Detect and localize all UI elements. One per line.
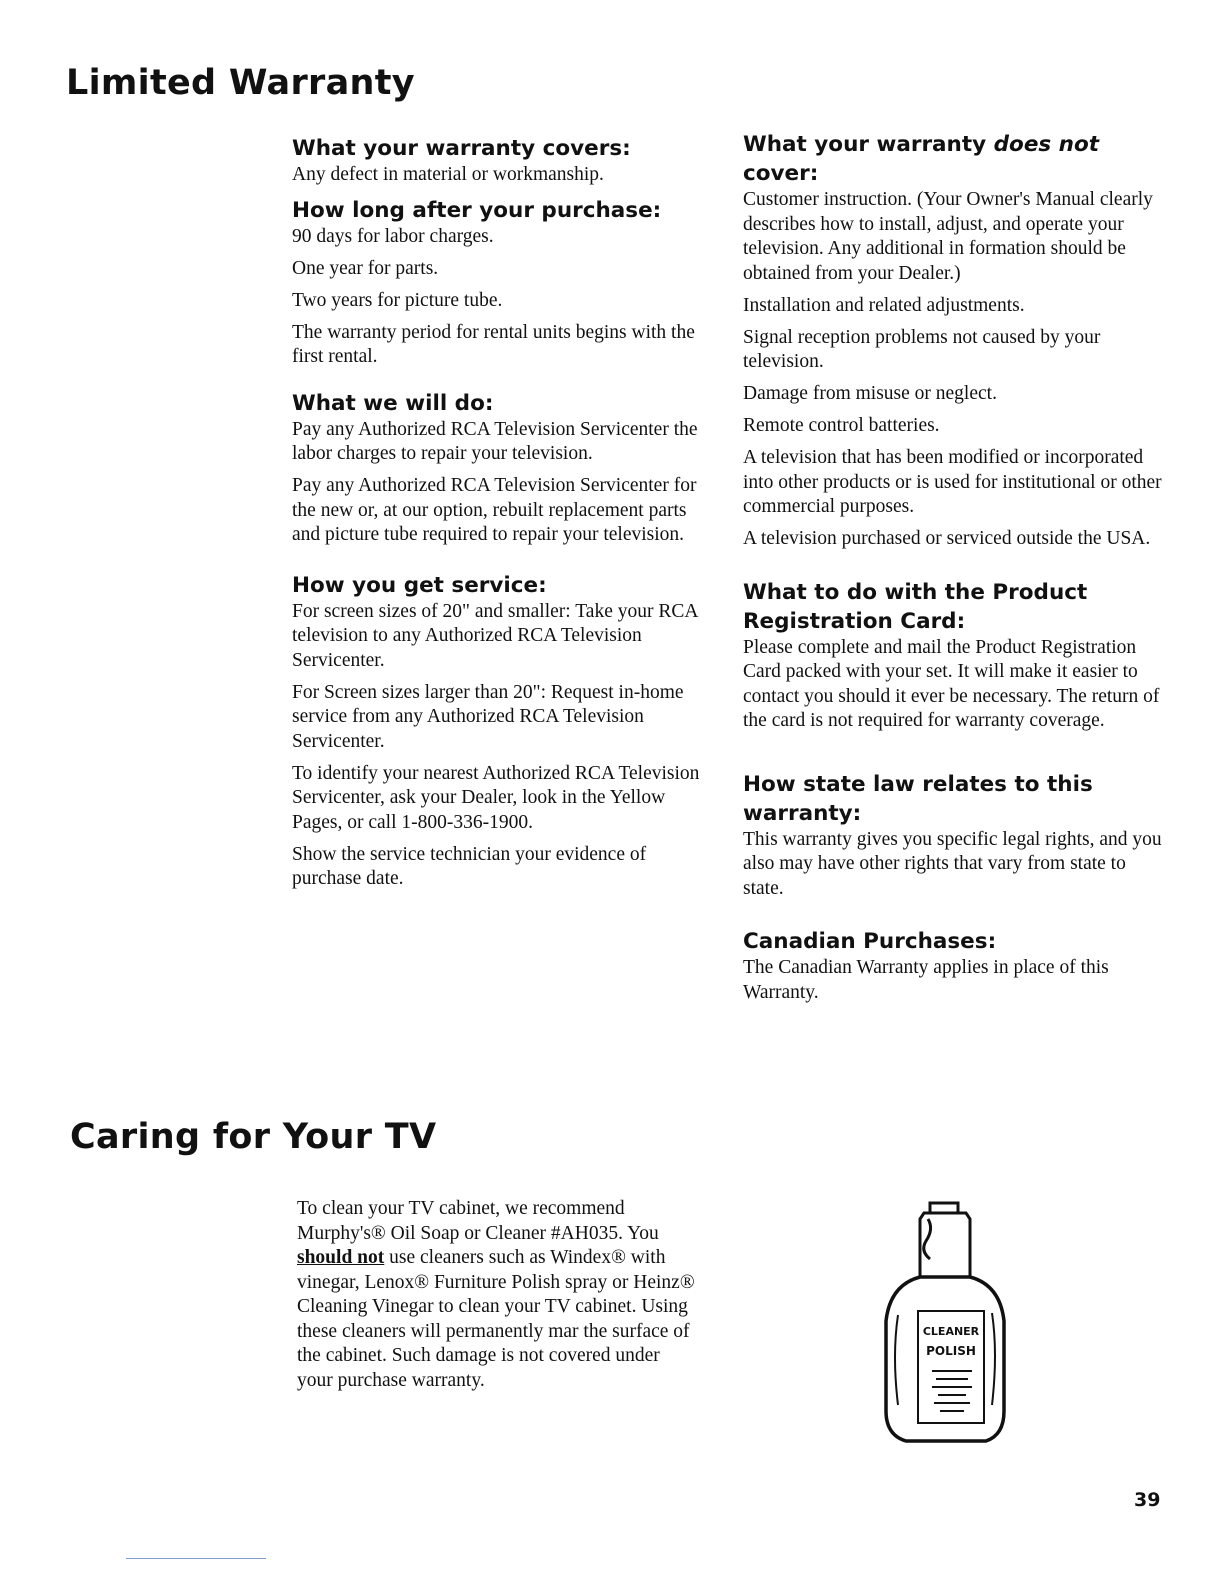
section-how-long <box>292 196 712 370</box>
covers-text: Any defect in material or workmanship. <box>292 164 604 185</box>
get-service-evidence: Show the service technician your evidence of purchase date. <box>292 843 647 889</box>
what-we-do-heading: What we will do: <box>292 390 494 416</box>
get-service-small: For screen sizes of 20" and smaller: Take your RCA television to any Authorized RCA Television Servicenter. <box>292 600 698 671</box>
get-service-identify: To identify your nearest Authorized RCA Television Servicenter, ask your Dealer, look in the Yellow Pages, or call 1-800-336-1900. <box>292 762 700 833</box>
section-covers <box>292 134 712 188</box>
not-cover-heading: What your warranty does not cover: <box>743 132 1100 186</box>
page-number: 39 <box>1134 1489 1161 1511</box>
footer-rule <box>126 1558 266 1559</box>
bottle-neck <box>920 1213 970 1277</box>
not-cover-damage: Damage from misuse or neglect. <box>743 383 997 404</box>
section-get-service <box>292 571 712 892</box>
state-law-heading: How state law relates to this warranty: <box>743 771 1093 826</box>
section-canadian <box>743 927 1163 1005</box>
what-we-do-parts: Pay any Authorized RCA Television Servicenter for the new or, at our option, rebuilt replacement parts and picture tube required to repair your television. <box>292 475 697 545</box>
get-service-large: For Screen sizes larger than 20": Request in-home service from any Authorized RCA Television Servicenter. <box>292 681 684 752</box>
registration-heading: What to do with the Product Registration Card: <box>743 579 1088 634</box>
caring-text: To clean your TV cabinet, we recommend Murphy's® Oil Soap or Cleaner #AH035. You should not use cleaners such as Windex® with vinegar, Lenox® Furniture Polish spray or Heinz® Cleaning Vinegar to clean your TV cabinet. Using these cleaners will permanently mar the surface of the cabinet. Such damage is not covered under your purchase warranty. <box>297 1198 695 1391</box>
not-cover-modified: A television that has been modified or incorporated into other products or is used for institutional or other commercial purposes. <box>743 447 1162 517</box>
section-registration <box>743 578 1163 734</box>
section-what-we-do <box>292 389 712 548</box>
canadian-heading: Canadian Purchases: <box>743 929 997 954</box>
not-cover-installation: Installation and related adjustments. <box>743 294 1025 316</box>
canadian-text: The Canadian Warranty applies in place of this Warranty. <box>743 957 1109 1003</box>
warranty-title: Limited Warranty <box>66 63 415 103</box>
warranty-right-column <box>743 130 1163 1031</box>
not-cover-signal: Signal reception problems not caused by your television. <box>743 326 1101 372</box>
section-state-law <box>743 770 1163 902</box>
bottle-label-line-2: POLISH <box>926 1344 976 1358</box>
not-cover-instruction: Customer instruction. (Your Owner's Manual clearly describes how to install, adjust, and operate your television. Any additional in formation should be obtained from your Dealer.) <box>743 189 1153 284</box>
state-law-text: This warranty gives you specific legal rights, and you also may have other rights that vary from state to state. <box>743 828 1162 899</box>
cleaner-bottle-illustration <box>876 1195 1016 1445</box>
how-long-heading: How long after your purchase: <box>292 197 662 223</box>
what-we-do-labor: Pay any Authorized RCA Television Servicenter the labor charges to repair your television. <box>292 418 698 464</box>
how-long-labor: 90 days for labor charges. <box>292 225 494 247</box>
caring-title: Caring for Your TV <box>70 1117 437 1157</box>
how-long-tube: Two years for picture tube. <box>292 289 503 311</box>
not-cover-emphasis: does not <box>993 132 1100 157</box>
section-not-cover <box>743 130 1163 552</box>
not-cover-batteries: Remote control batteries. <box>743 415 940 436</box>
registration-text: Please complete and mail the Product Registration Card packed with your set. It will make it easier to contact you should it ever be necessary. The return of the card is not required for warranty coverage. <box>743 636 1160 731</box>
how-long-rental: The warranty period for rental units begins with the first rental. <box>292 321 695 367</box>
caring-body <box>297 1197 697 1393</box>
not-cover-outside-usa: A television purchased or serviced outside the USA. <box>743 528 1151 549</box>
warranty-left-column <box>292 134 712 918</box>
should-not-emphasis: should not <box>297 1247 385 1268</box>
how-long-parts: One year for parts. <box>292 257 439 279</box>
bottle-label-line-1: CLEANER <box>922 1325 980 1338</box>
get-service-heading: How you get service: <box>292 572 547 598</box>
covers-heading: What your warranty covers: <box>292 136 631 161</box>
